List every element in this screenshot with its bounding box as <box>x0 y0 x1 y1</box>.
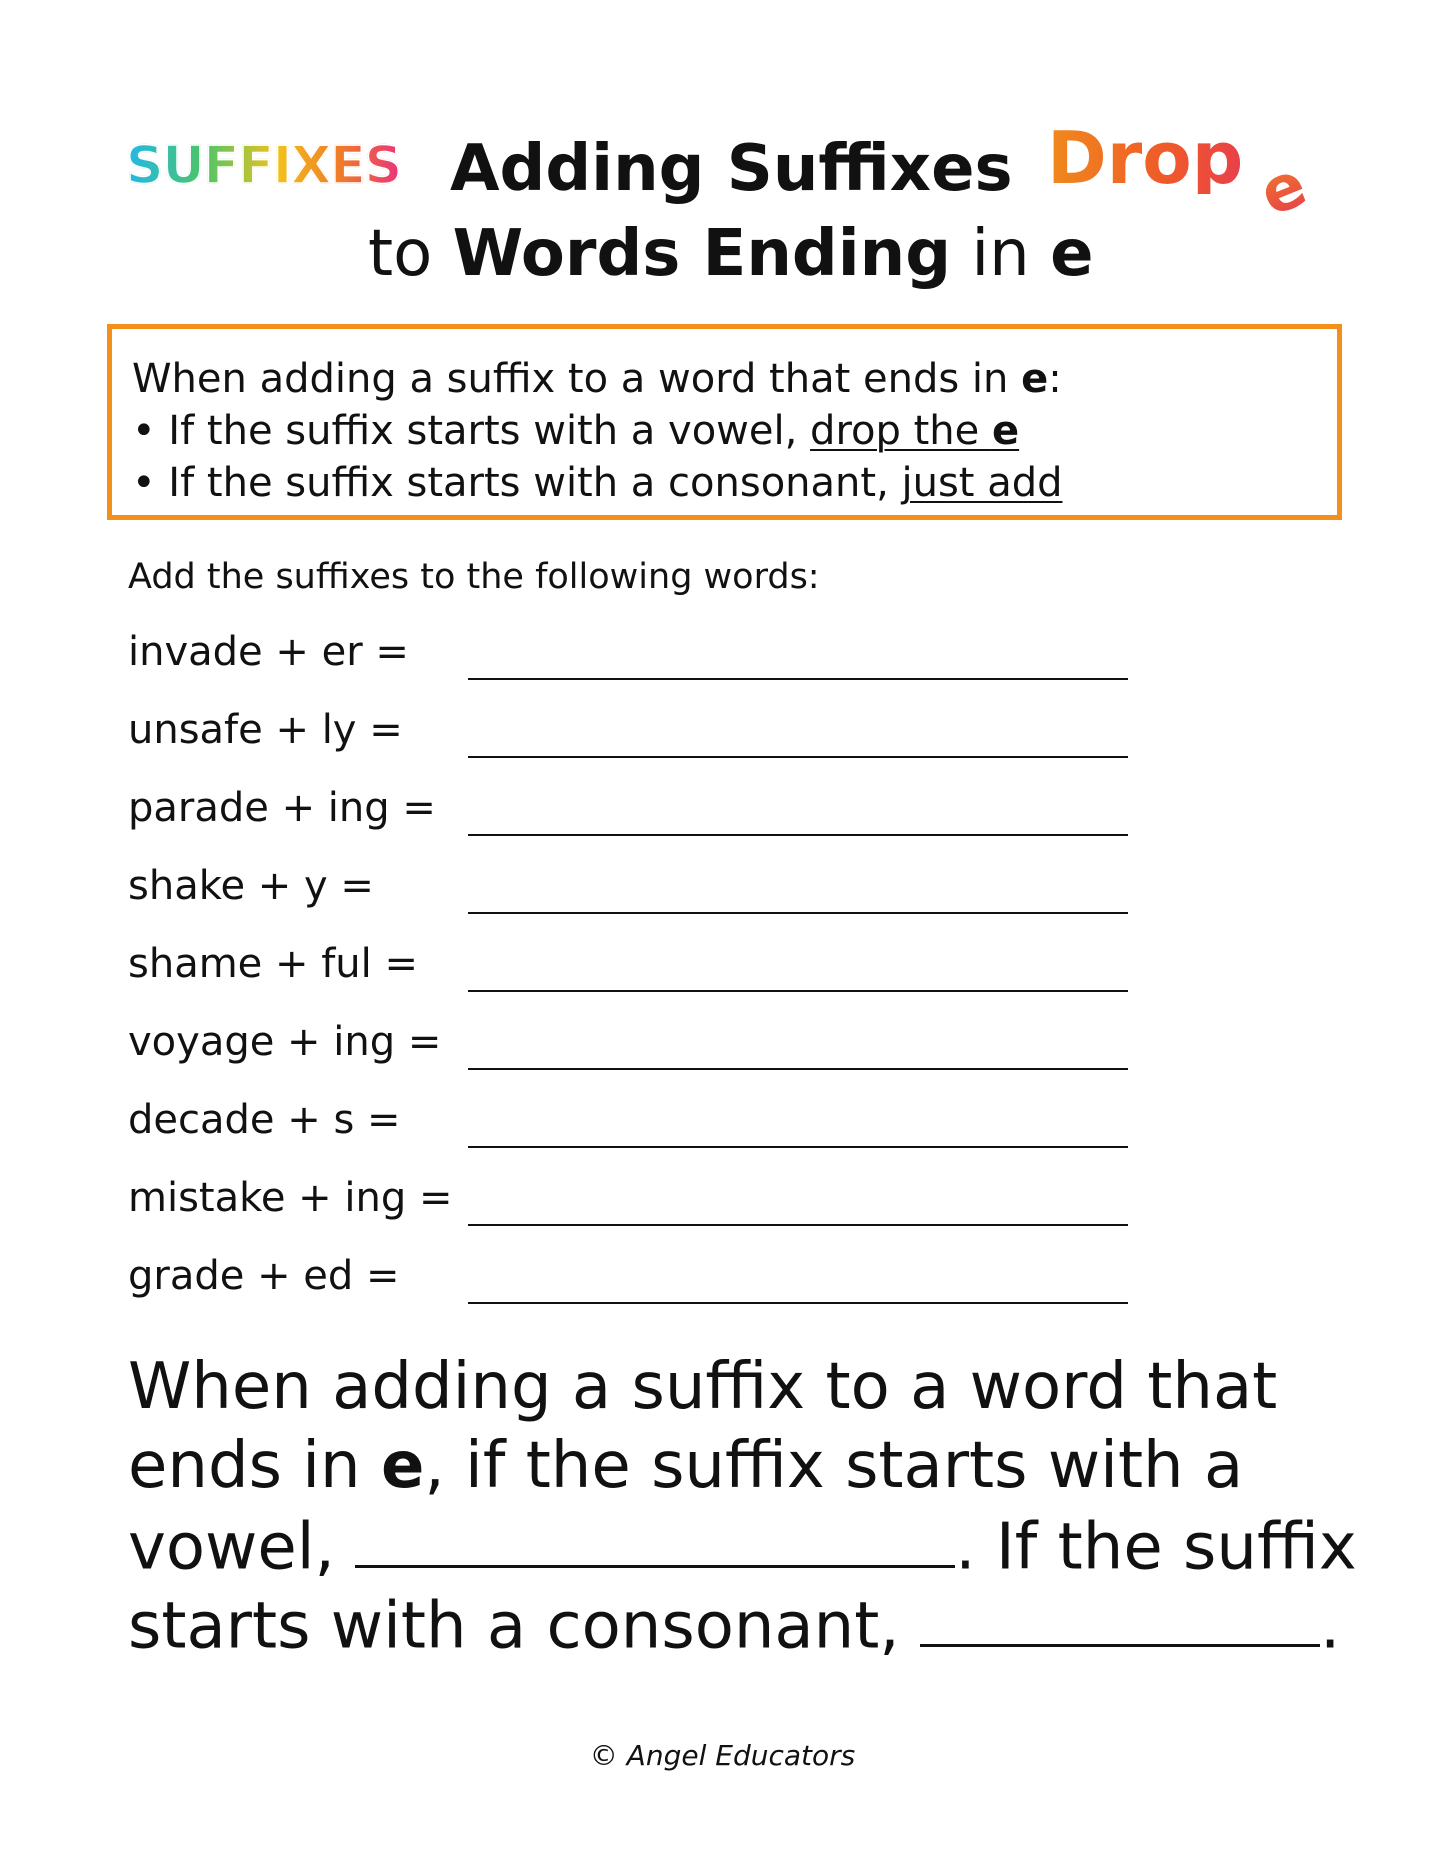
exercise-prompt: decade + s = <box>128 1097 401 1143</box>
exercise-row <box>128 941 1128 992</box>
title-line2-mid: in <box>951 217 1051 291</box>
copyright-footer: © Angel Educators <box>589 1739 856 1772</box>
answer-blank[interactable] <box>468 990 1128 992</box>
rule-line-2 <box>132 408 1020 454</box>
rule-line-1-text: When adding a suffix to a word that ends in <box>132 356 1022 402</box>
exercise-prompt: voyage + ing = <box>128 1019 442 1065</box>
rule-line-2-e: e <box>991 408 1020 454</box>
title-line2-e: e <box>1050 217 1094 291</box>
summary-line-1: When adding a suffix to a word that <box>128 1350 1278 1424</box>
vowel-rule-blank[interactable] <box>355 1513 955 1568</box>
exercise-row <box>128 785 1128 836</box>
rule-line-2-drop-the: drop the <box>810 408 992 454</box>
summary-line-4 <box>128 1589 1341 1664</box>
summary-line-4-pre: starts with a consonant, <box>128 1589 920 1664</box>
summary-line-4-post: . <box>1319 1589 1341 1664</box>
exercise-row <box>128 1019 1128 1070</box>
summary-line-2-e: e <box>380 1429 425 1503</box>
rule-line-3 <box>132 460 1063 506</box>
exercise-prompt: parade + ing = <box>128 785 436 831</box>
answer-blank[interactable] <box>468 834 1128 836</box>
exercise-prompt: shake + y = <box>128 863 374 909</box>
rule-line-1-colon: : <box>1048 356 1062 402</box>
summary-line-2-post: , if the suffix starts with a <box>424 1429 1244 1503</box>
answer-blank[interactable] <box>468 1302 1128 1304</box>
exercise-row <box>128 1175 1128 1226</box>
rule-line-3-just-add: just add <box>901 460 1063 506</box>
rule-box <box>107 324 1342 520</box>
summary-line-3-post: . If the suffix <box>955 1510 1357 1585</box>
summary-line-3 <box>128 1510 1357 1585</box>
suffixes-logo: SUFFIXES <box>126 136 402 196</box>
exercise-row <box>128 629 1128 680</box>
rule-line-2-underlined <box>810 408 1019 454</box>
title-line2-pre: to <box>368 217 453 291</box>
exercise-prompt: grade + ed = <box>128 1253 400 1299</box>
rule-line-1 <box>132 356 1062 402</box>
consonant-rule-blank[interactable] <box>920 1592 1320 1647</box>
answer-blank[interactable] <box>468 678 1128 680</box>
page-title-line2 <box>368 217 1094 291</box>
answer-blank[interactable] <box>468 1146 1128 1148</box>
summary-line-2 <box>128 1429 1244 1503</box>
instruction-text: Add the suffixes to the following words: <box>128 557 820 597</box>
rule-line-2-text: • If the suffix starts with a vowel, <box>132 408 811 454</box>
summary-line-2-pre: ends in <box>128 1429 381 1503</box>
exercise-prompt: invade + er = <box>128 629 409 675</box>
answer-blank[interactable] <box>468 1068 1128 1070</box>
exercise-row <box>128 1097 1128 1148</box>
exercise-prompt: mistake + ing = <box>128 1175 453 1221</box>
rule-line-1-e: e <box>1021 356 1049 402</box>
drop-logo-letter: e <box>1249 146 1317 231</box>
drop-logo-word: Drop <box>1047 116 1244 200</box>
exercise-row <box>128 707 1128 758</box>
answer-blank[interactable] <box>468 756 1128 758</box>
answer-blank[interactable] <box>468 912 1128 914</box>
exercise-prompt: shame + ful = <box>128 941 418 987</box>
exercise-row <box>128 1253 1128 1304</box>
page-title-line1: Adding Suffixes <box>450 132 1013 206</box>
answer-blank[interactable] <box>468 1224 1128 1226</box>
title-line2-bold: Words Ending <box>452 217 952 291</box>
exercise-prompt: unsafe + ly = <box>128 707 403 753</box>
summary-line-3-pre: vowel, <box>128 1510 356 1585</box>
rule-line-3-text: • If the suffix starts with a consonant, <box>132 460 902 506</box>
exercise-row <box>128 863 1128 914</box>
